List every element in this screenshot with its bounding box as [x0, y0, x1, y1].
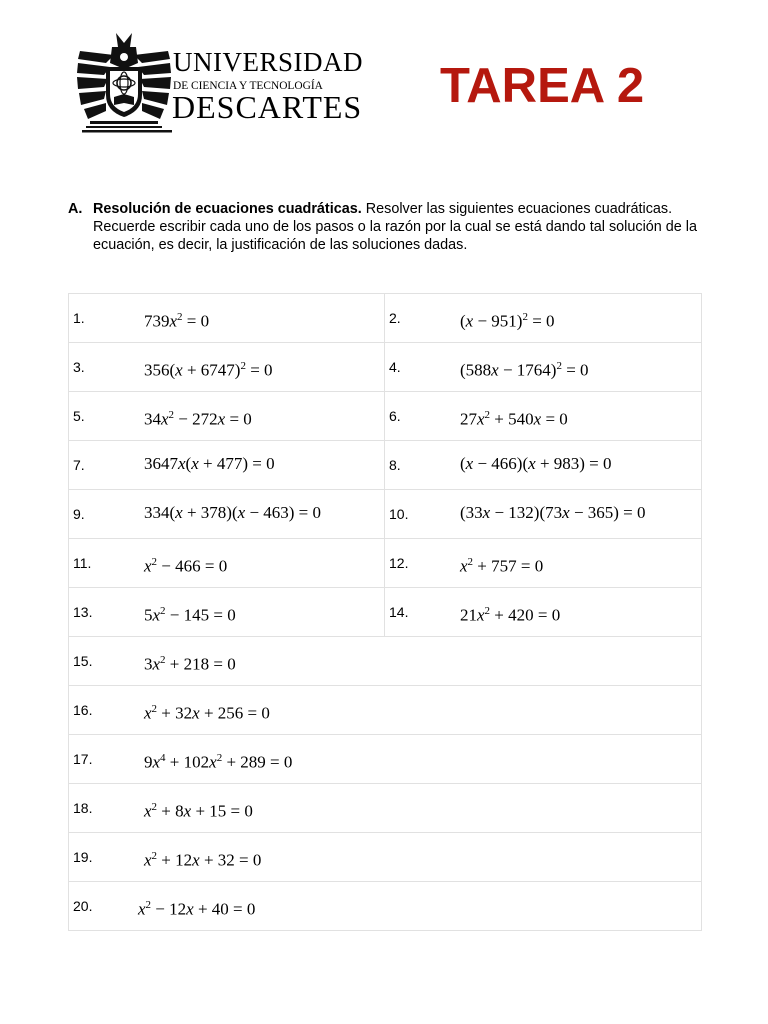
- exercise-equation: $21x^2 + 420 = 0$: [460, 605, 561, 625]
- exercise-equation: $(x - 951)^2 = 0$: [460, 311, 555, 331]
- exercise-cell: [385, 588, 702, 637]
- page-title: TAREA 2: [440, 59, 645, 113]
- exercise-cell: [69, 882, 702, 931]
- exercise-number: 20.: [73, 898, 93, 914]
- table-row: [69, 294, 702, 343]
- exercise-cell: [69, 392, 385, 441]
- exercise-number: 2.: [389, 310, 401, 326]
- table-row: [69, 882, 702, 931]
- exercise-equation: $356(x + 6747)^2 = 0$: [144, 360, 273, 380]
- exercise-cell: [385, 294, 702, 343]
- logo-line-2: DE CIENCIA Y TECNOLOGÍA: [173, 80, 323, 92]
- exercise-cell: [69, 637, 702, 686]
- table-row: [69, 686, 702, 735]
- exercise-number: 8.: [389, 457, 401, 473]
- exercise-cell: [69, 833, 702, 882]
- exercise-cell: [69, 686, 702, 735]
- exercise-equation: $x^2 + 12x + 32 = 0$: [144, 850, 262, 870]
- exercise-number: 14.: [389, 604, 409, 620]
- logo-line-3: DESCARTES: [172, 89, 363, 125]
- exercise-equation: 334(x + 378)(x − 463) = 0: [144, 503, 322, 522]
- table-row: [69, 588, 702, 637]
- table-row: [69, 490, 702, 539]
- table-row: [69, 539, 702, 588]
- exercise-number: 18.: [73, 800, 93, 816]
- section-heading: Resolución de ecuaciones cuadráticas.: [93, 201, 362, 217]
- logo-line-1: UNIVERSIDAD: [173, 47, 363, 77]
- exercise-number: 19.: [73, 849, 93, 865]
- exercise-cell: [69, 294, 385, 343]
- exercise-equation: $34x^2 - 272x = 0$: [144, 409, 252, 429]
- exercise-cell: [69, 343, 385, 392]
- section-letter: A.: [68, 201, 83, 217]
- exercise-cell: [385, 343, 702, 392]
- exercise-cell: [69, 735, 702, 784]
- exercise-number: 6.: [389, 408, 401, 424]
- section-body: [93, 200, 708, 254]
- exercise-number: 4.: [389, 359, 401, 375]
- exercise-cell: [69, 441, 385, 490]
- exercise-number: 15.: [73, 653, 93, 669]
- table-row: [69, 441, 702, 490]
- exercise-cell: [69, 490, 385, 539]
- exercise-number: 10.: [389, 506, 409, 522]
- exercise-equation: $x^2 - 466 = 0$: [144, 556, 228, 576]
- table-row: [69, 343, 702, 392]
- section-text: Resolver las siguientes ecuaciones cuadráticas. Recuerde escribir cada uno de los pasos o la razón por la cual se está dando tal solución de la ecuación, es decir, la justificación de las soluciones dadas.: [93, 201, 697, 253]
- exercise-cell: [69, 784, 702, 833]
- table-row: [69, 735, 702, 784]
- page-header: [0, 0, 768, 150]
- exercise-equation: $(588x - 1764)^2 = 0$: [460, 360, 589, 380]
- exercise-number: 7.: [73, 457, 85, 473]
- exercise-cell: [385, 441, 702, 490]
- exercise-number: 13.: [73, 604, 93, 620]
- exercise-number: 3.: [73, 359, 85, 375]
- exercise-equation: $x^2 - 12x + 40 = 0$: [138, 899, 256, 919]
- exercise-number: 12.: [389, 555, 409, 571]
- exercise-number: 1.: [73, 310, 85, 326]
- exercise-equation: $739x^2 = 0$: [144, 311, 210, 331]
- exercise-equation: $3x^2 + 218 = 0$: [144, 654, 236, 674]
- exercise-table: [68, 293, 702, 931]
- exercise-cell: [69, 588, 385, 637]
- exercise-equation: (x − 466)(x + 983) = 0: [460, 454, 612, 473]
- table-row: [69, 392, 702, 441]
- eagle-crest-icon: [76, 33, 172, 135]
- table-row: [69, 833, 702, 882]
- table-row: [69, 637, 702, 686]
- table-row: [69, 784, 702, 833]
- exercise-number: 9.: [73, 506, 85, 522]
- exercise-cell: [385, 539, 702, 588]
- exercise-equation: $x^2 + 8x + 15 = 0$: [144, 801, 253, 821]
- exercise-number: 17.: [73, 751, 93, 767]
- exercise-equation: (33x − 132)(73x − 365) = 0: [460, 503, 646, 522]
- exercise-equation: 3647x(x + 477) = 0: [144, 454, 275, 473]
- exercise-equation: $x^2 + 757 = 0$: [460, 556, 544, 576]
- exercise-cell: [385, 490, 702, 539]
- exercise-equation: $27x^2 + 540x = 0$: [460, 409, 568, 429]
- exercise-number: 11.: [73, 555, 92, 571]
- exercise-number: 5.: [73, 408, 85, 424]
- exercise-equation: $9x^4 + 102x^2 + 289 = 0$: [144, 752, 293, 772]
- exercise-equation: $x^2 + 32x + 256 = 0$: [144, 703, 270, 723]
- exercise-cell: [385, 392, 702, 441]
- university-logo: [76, 33, 363, 135]
- exercise-number: 16.: [73, 702, 93, 718]
- exercise-cell: [69, 539, 385, 588]
- exercise-equation: $5x^2 - 145 = 0$: [144, 605, 236, 625]
